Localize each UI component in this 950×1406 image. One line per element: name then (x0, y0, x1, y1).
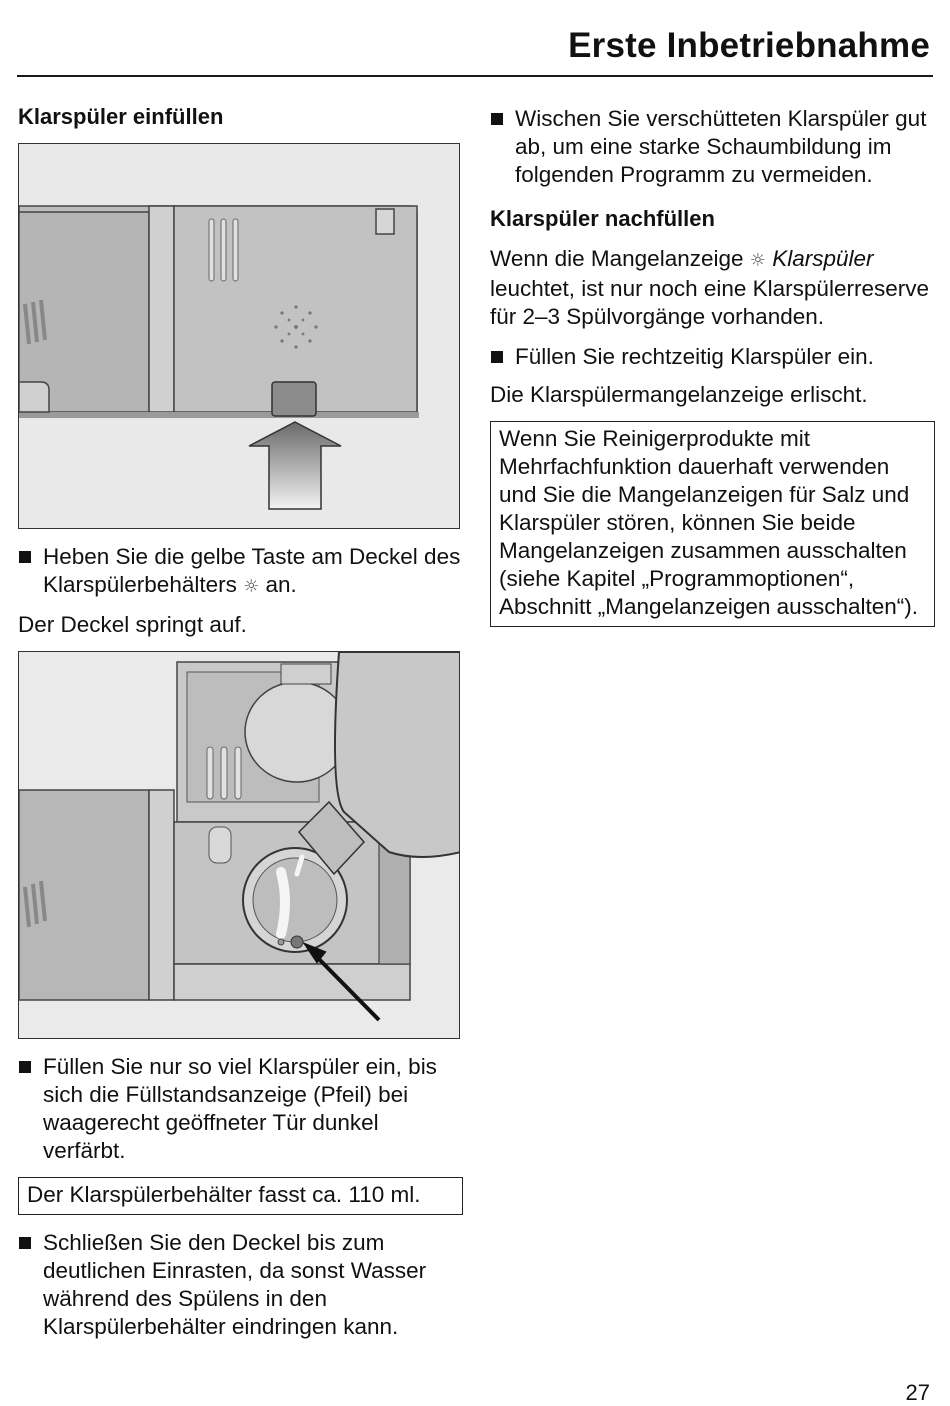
capacity-note-box: Der Klarspülerbehälter fasst ca. 110 ml. (18, 1177, 463, 1215)
refill-text-end: leuchtet, ist nur noch eine Klarspülerreserve für 2–3 Spülvorgänge vorhanden. (490, 276, 929, 329)
rinse-aid-sun-icon: ☼ (749, 250, 766, 271)
instruction-fill-level (18, 1053, 463, 1165)
instruction-text: Füllen Sie rechtzeitig Klarspüler ein. (515, 344, 874, 369)
refill-explanation (490, 245, 935, 331)
section-heading-fill: Klarspüler einfüllen (18, 104, 224, 129)
instruction-text: Heben Sie die gelbe Taste am Deckel des Klarspülerbehälters (43, 544, 461, 597)
section-heading-refill: Klarspüler nachfüllen (490, 206, 715, 231)
rinse-aid-label: Klarspüler (772, 246, 874, 271)
illustration-pouring (19, 652, 460, 1039)
page-number: 27 (905, 1380, 930, 1405)
indicator-off-text: Die Klarspülermangelanzeige erlischt. (490, 382, 868, 407)
instruction-close-lid (18, 1229, 463, 1341)
instruction-text-end: an. (265, 572, 297, 597)
bullet-square-icon (19, 551, 31, 563)
instruction-text: Wischen Sie verschütteten Klarspüler gut ab, um eine starke Schaumbildung im folgenden Programm zu vermeiden. (515, 106, 927, 187)
instruction-text: Schließen Sie den Deckel bis zum deutlichen Einrasten, da sonst Wasser während des Spülens in den Klarspülerbehälter eindringen kann. (43, 1230, 427, 1339)
bullet-square-icon (19, 1061, 31, 1073)
figure-fill-rinse-aid (18, 651, 460, 1039)
instruction-text: Füllen Sie nur so viel Klarspüler ein, bis sich die Füllstandsanzeige (Pfeil) bei waagerecht geöffneter Tür dunkel verfärbt. (43, 1054, 437, 1163)
instruction-wipe-spill (490, 105, 935, 189)
rinse-aid-sun-icon: ☼ (243, 576, 260, 597)
bullet-square-icon (19, 1237, 31, 1249)
page-title: Erste Inbetriebnahme (568, 26, 930, 65)
figure-open-lid (18, 143, 460, 529)
refill-text-start: Wenn die Mangelanzeige (490, 246, 744, 271)
illustration-lid-button (19, 144, 460, 529)
header-rule (17, 75, 933, 77)
multifunction-note-box: Wenn Sie Reinigerprodukte mit Mehrfachfunktion dauerhaft verwenden und Sie die Mangelanzeigen für Salz und Klarspüler stören, können Sie beide Mangelanzeigen zusammen ausschalten (siehe Kapitel „Programmoptionen“, Abschnitt „Mangelanzeigen ausschalten“). (490, 421, 935, 627)
instruction-lift-button (18, 543, 463, 601)
bullet-square-icon (491, 113, 503, 125)
instruction-refill-timely (490, 343, 935, 371)
right-column (490, 103, 935, 627)
bullet-square-icon (491, 351, 503, 363)
left-column (18, 103, 463, 1351)
result-text-lid-opens: Der Deckel springt auf. (18, 612, 247, 637)
